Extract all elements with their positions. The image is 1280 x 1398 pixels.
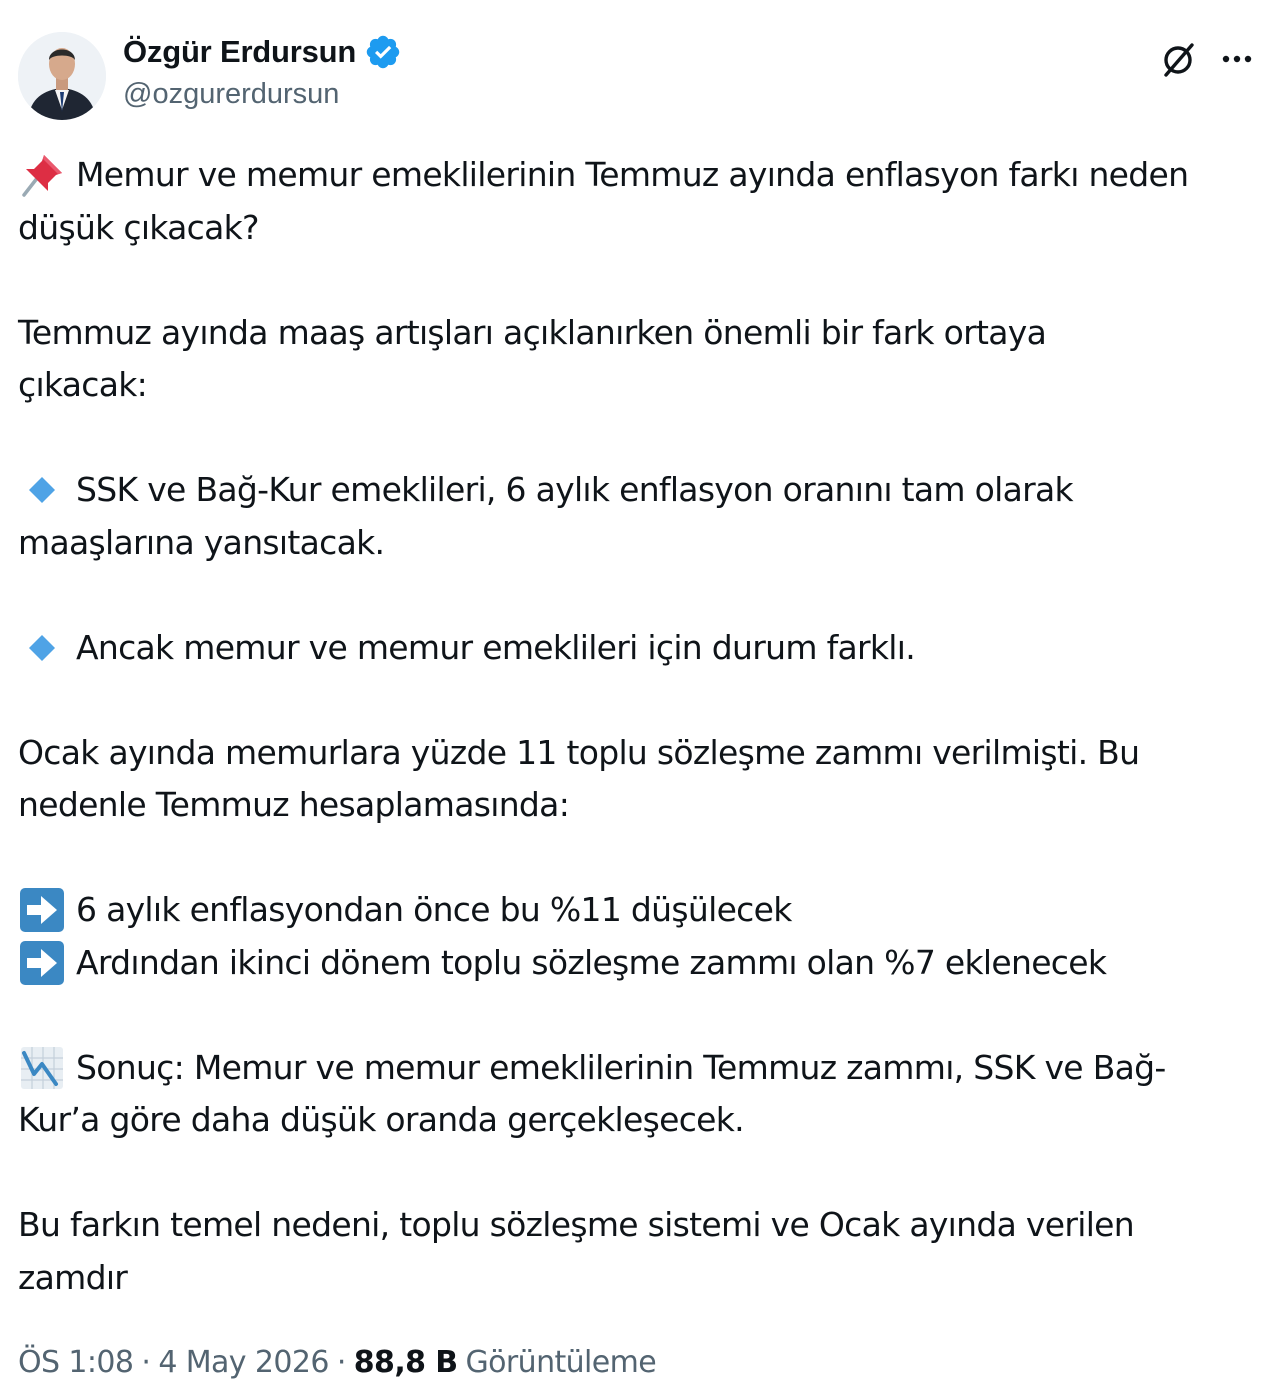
post-meta [18,1340,656,1384]
verified-badge-icon [364,33,402,71]
post-text [18,149,1268,1304]
post-line [18,359,1268,412]
post-line [18,937,1268,990]
author-display-name[interactable]: Özgür Erdursun [123,34,357,69]
grok-icon [1159,39,1199,79]
post-line [18,884,1268,937]
post-text-line: düşük çıkacak? [18,207,259,247]
post-time[interactable]: ÖS 1:08 [18,1344,134,1380]
post-line [18,517,1268,570]
avatar-image [18,32,106,120]
chart-decreasing-icon [18,1044,66,1092]
post-line [18,307,1268,360]
author-handle[interactable]: @ozgurerdursun [123,78,340,110]
post-line [18,464,1268,517]
post-text-line: SSK ve Bağ-Kur emeklileri, 6 aylık enflasyon oranını tam olarak [76,470,1073,509]
post-line [18,622,1268,675]
right-arrow-icon [18,939,66,987]
post-line [18,1094,1268,1147]
meta-separator: · [141,1344,151,1380]
post-text-line: Bu farkın temel nedeni, toplu sözleşme sistemi ve Ocak ayında verilen [18,1205,1134,1244]
post-line [18,1252,1268,1305]
post-header [18,28,1262,124]
avatar[interactable] [18,32,106,120]
views-label: Görüntüleme [465,1344,657,1380]
post-text-line: Temmuz ayında maaş artışları açıklanırken önemli bir fark ortaya [18,312,1047,352]
post-line [18,1042,1268,1095]
post-text-line: Kur’a göre daha düşük oranda gerçekleşecek. [18,1100,744,1139]
post-line [18,1199,1268,1252]
grok-button[interactable] [1156,36,1202,82]
post-text-line: 6 aylık enflasyondan önce bu %11 düşülecek [76,890,792,929]
post-line [18,202,1268,255]
meta-separator: · [336,1344,346,1380]
post-text-line: çıkacak: [18,365,148,404]
post-text-line: Ancak memur ve memur emeklileri için durum farklı. [76,627,916,667]
pushpin-icon [18,151,66,199]
blue-diamond-icon [18,624,66,672]
more-options-button[interactable] [1214,36,1260,82]
post-text-line: maaşlarına yansıtacak. [18,522,385,562]
views-count: 88,8 B [353,1344,458,1380]
blue-diamond-icon [18,466,66,514]
post-text-line: zamdır [18,1257,128,1297]
post-date[interactable]: 4 May 2026 [158,1344,329,1380]
post-line [18,149,1268,202]
post-text-line: Ardından ikinci dönem toplu sözleşme zammı olan %7 eklenecek [76,942,1107,982]
post-text-line: Memur ve memur emeklilerinin Temmuz ayında enflasyon farkı neden [76,155,1189,194]
more-options-icon [1217,39,1257,79]
post-line [18,779,1268,832]
author-name-row [123,34,402,70]
right-arrow-icon [18,886,66,934]
post-text-line: Ocak ayında memurlara yüzde 11 toplu sözleşme zammı verilmişti. Bu [18,732,1140,772]
post-line [18,727,1268,780]
post-text-line: nedenle Temmuz hesaplamasında: [18,785,570,824]
post-text-line: Sonuç: Memur ve memur emeklilerinin Temmuz zammı, SSK ve Bağ- [76,1047,1166,1087]
